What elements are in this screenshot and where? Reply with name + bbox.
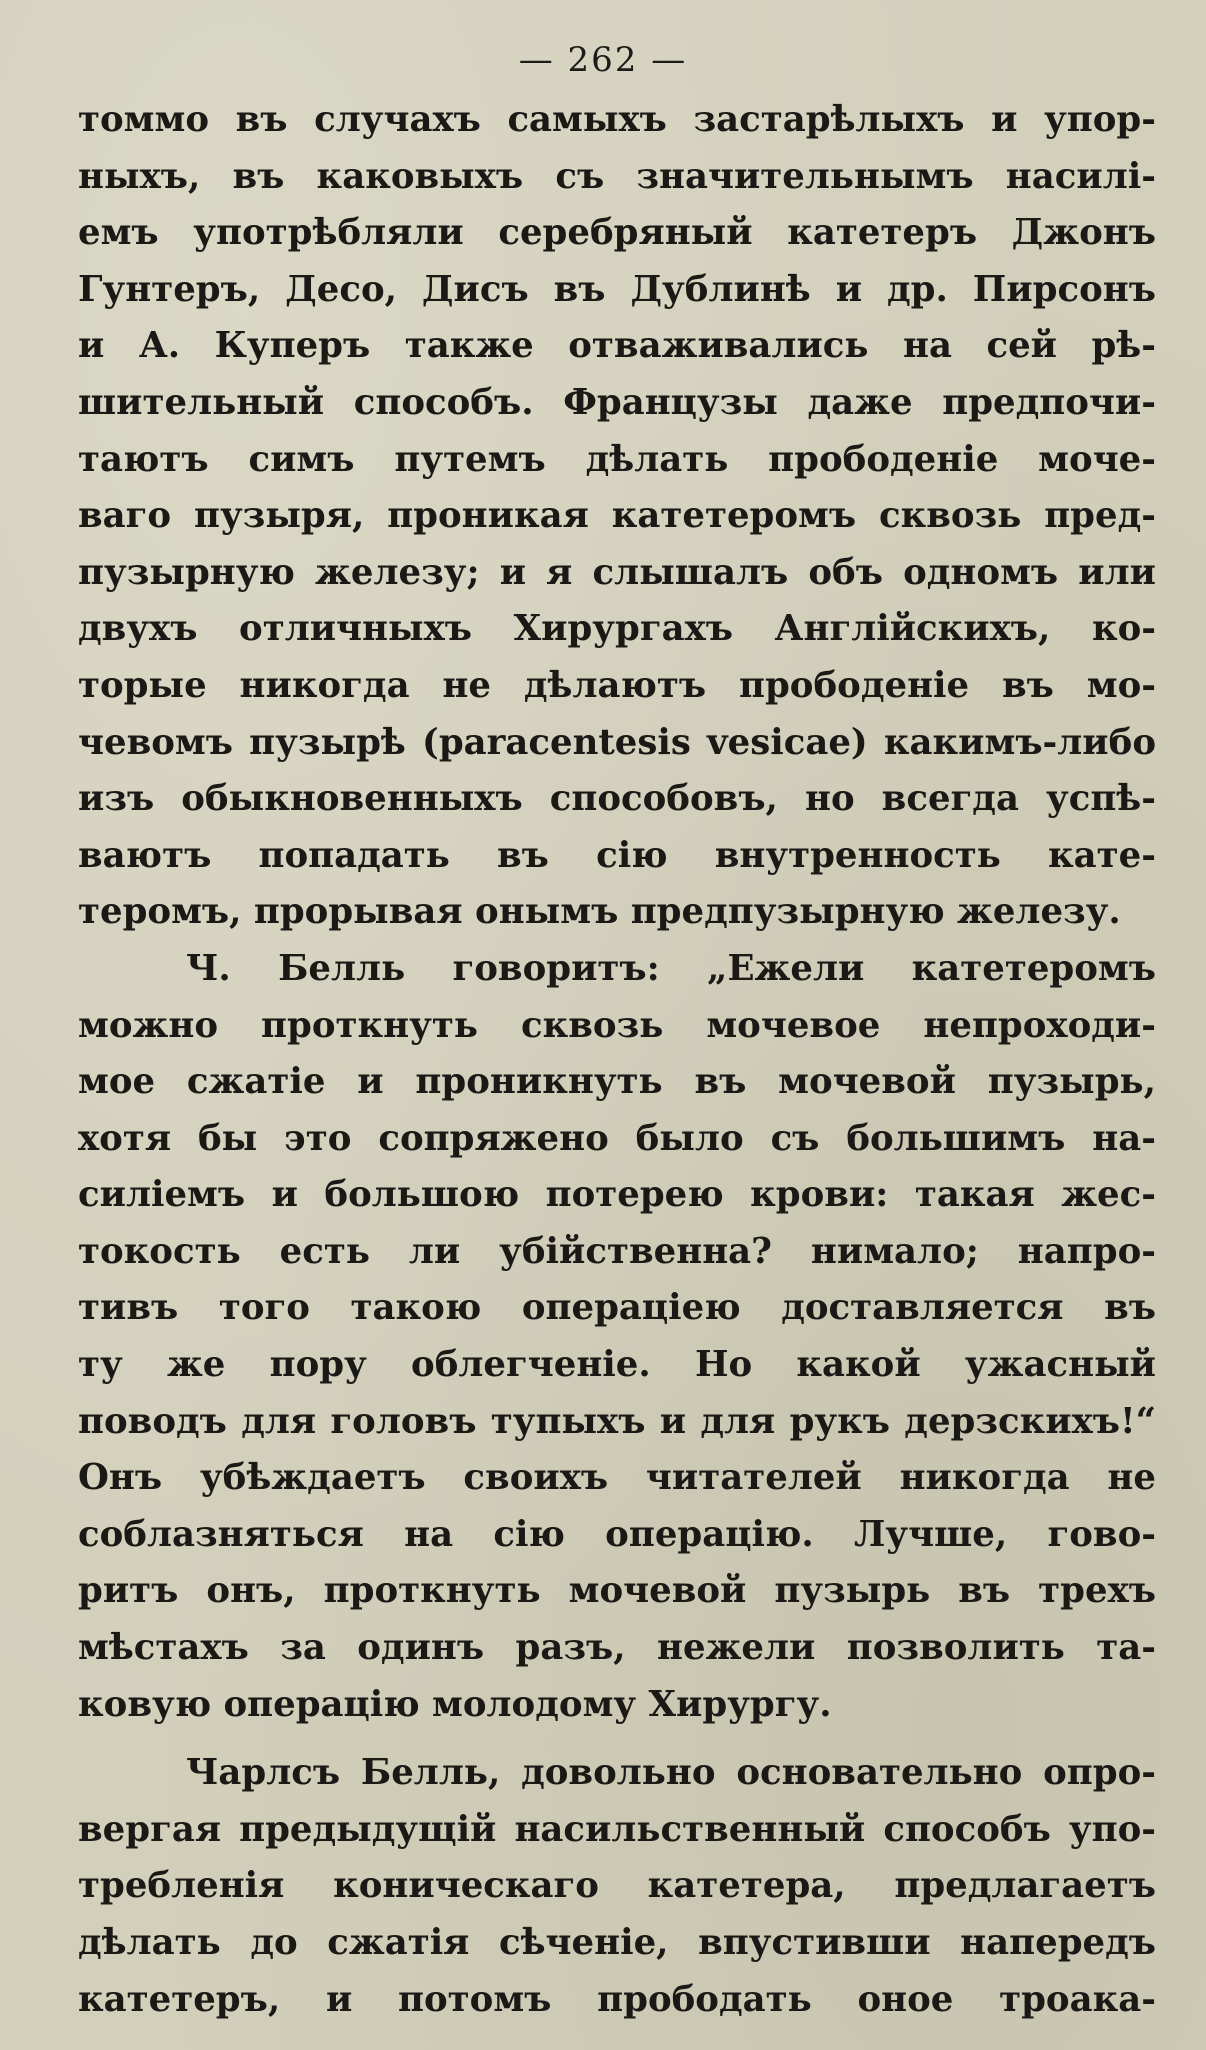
text-line: токость есть ли убійственна? нимало; напро- bbox=[78, 1230, 1156, 1272]
text-line: томмо въ случахъ самыхъ застарѣлыхъ и упор- bbox=[78, 99, 1156, 140]
text-line: соблазняться на сію операцію. Лучше, гово- bbox=[78, 1513, 1156, 1555]
text-line: ваютъ попадать въ сію внутренность кате- bbox=[78, 834, 1156, 876]
text-line: шительный способъ. Французы даже предпочи- bbox=[78, 381, 1156, 423]
text-line: теромъ, прорывая онымъ предпузырную железу. bbox=[78, 891, 1121, 933]
text-line: ковую операцію молодому Хирургу. bbox=[78, 1683, 832, 1725]
text-line: ныхъ, въ каковыхъ съ значительнымъ насилі- bbox=[78, 155, 1156, 197]
text-line: Чарлсъ Белль, довольно основательно опро- bbox=[186, 1752, 1156, 1794]
text-line: ритъ онъ, проткнуть мочевой пузырь въ трехъ bbox=[78, 1570, 1156, 1612]
text-line: мое сжатіе и проникнуть въ мочевой пузырь, bbox=[78, 1061, 1156, 1103]
text-line: дѣлать до сжатія сѣченіе, впустивши напередъ bbox=[78, 1922, 1156, 1963]
text-line: силіемъ и большою потерею крови: такая жес- bbox=[78, 1174, 1156, 1216]
text-line: можно проткнуть сквозь мочевое непроходи- bbox=[78, 1004, 1156, 1046]
text-line: Онъ убѣждаетъ своихъ читателей никогда не bbox=[78, 1457, 1156, 1499]
page-number: — 262 — bbox=[518, 40, 688, 80]
text-line: торые никогда не дѣлаютъ прободеніе въ мо- bbox=[78, 664, 1156, 706]
text-line: мѣстахъ за одинъ разъ, нежели позволить та- bbox=[78, 1627, 1156, 1669]
text-line: емъ употрѣбляли серебряный катетеръ Джонъ bbox=[78, 212, 1156, 254]
text-line: таютъ симъ путемъ дѣлать прободеніе моче- bbox=[78, 438, 1156, 480]
text-line: Гунтеръ, Десо, Дисъ въ Дублинѣ и др. Пирсонъ bbox=[78, 268, 1156, 310]
text-line: катетеръ, и потомъ прободать оное троака- bbox=[78, 1978, 1156, 2020]
text-line: вергая предыдущій насильственный способъ упо- bbox=[78, 1808, 1156, 1850]
text-line: изъ обыкновенныхъ способовъ, но всегда успѣ- bbox=[78, 778, 1156, 820]
text-line: тивъ того такою операціею доставляется въ bbox=[78, 1287, 1156, 1329]
text-line: пузырную железу; и я слышалъ объ одномъ или bbox=[78, 551, 1156, 593]
text-line: хотя бы это сопряжено было съ большимъ на- bbox=[78, 1117, 1156, 1159]
text-line: и А. Куперъ также отваживались на сей рѣ- bbox=[78, 325, 1156, 367]
text-line: ваго пузыря, проникая катетеромъ сквозь пред- bbox=[78, 495, 1156, 537]
text-line: требленія коническаго катетера, предлагаетъ bbox=[78, 1865, 1156, 1907]
page-text bbox=[78, 92, 1156, 2028]
text-line: Ч. Белль говоритъ: „Ежели катетеромъ bbox=[186, 947, 1156, 989]
text-line: двухъ отличныхъ Хирургахъ Англійскихъ, ко- bbox=[78, 608, 1156, 650]
text-line: ту же пору облегченіе. Но какой ужасный bbox=[78, 1344, 1156, 1386]
text-line: чевомъ пузырѣ (paracentesis vesicae) какимъ-либо bbox=[78, 721, 1156, 763]
text-line: поводъ для головъ тупыхъ и для рукъ дерзскихъ!“ bbox=[78, 1400, 1156, 1442]
